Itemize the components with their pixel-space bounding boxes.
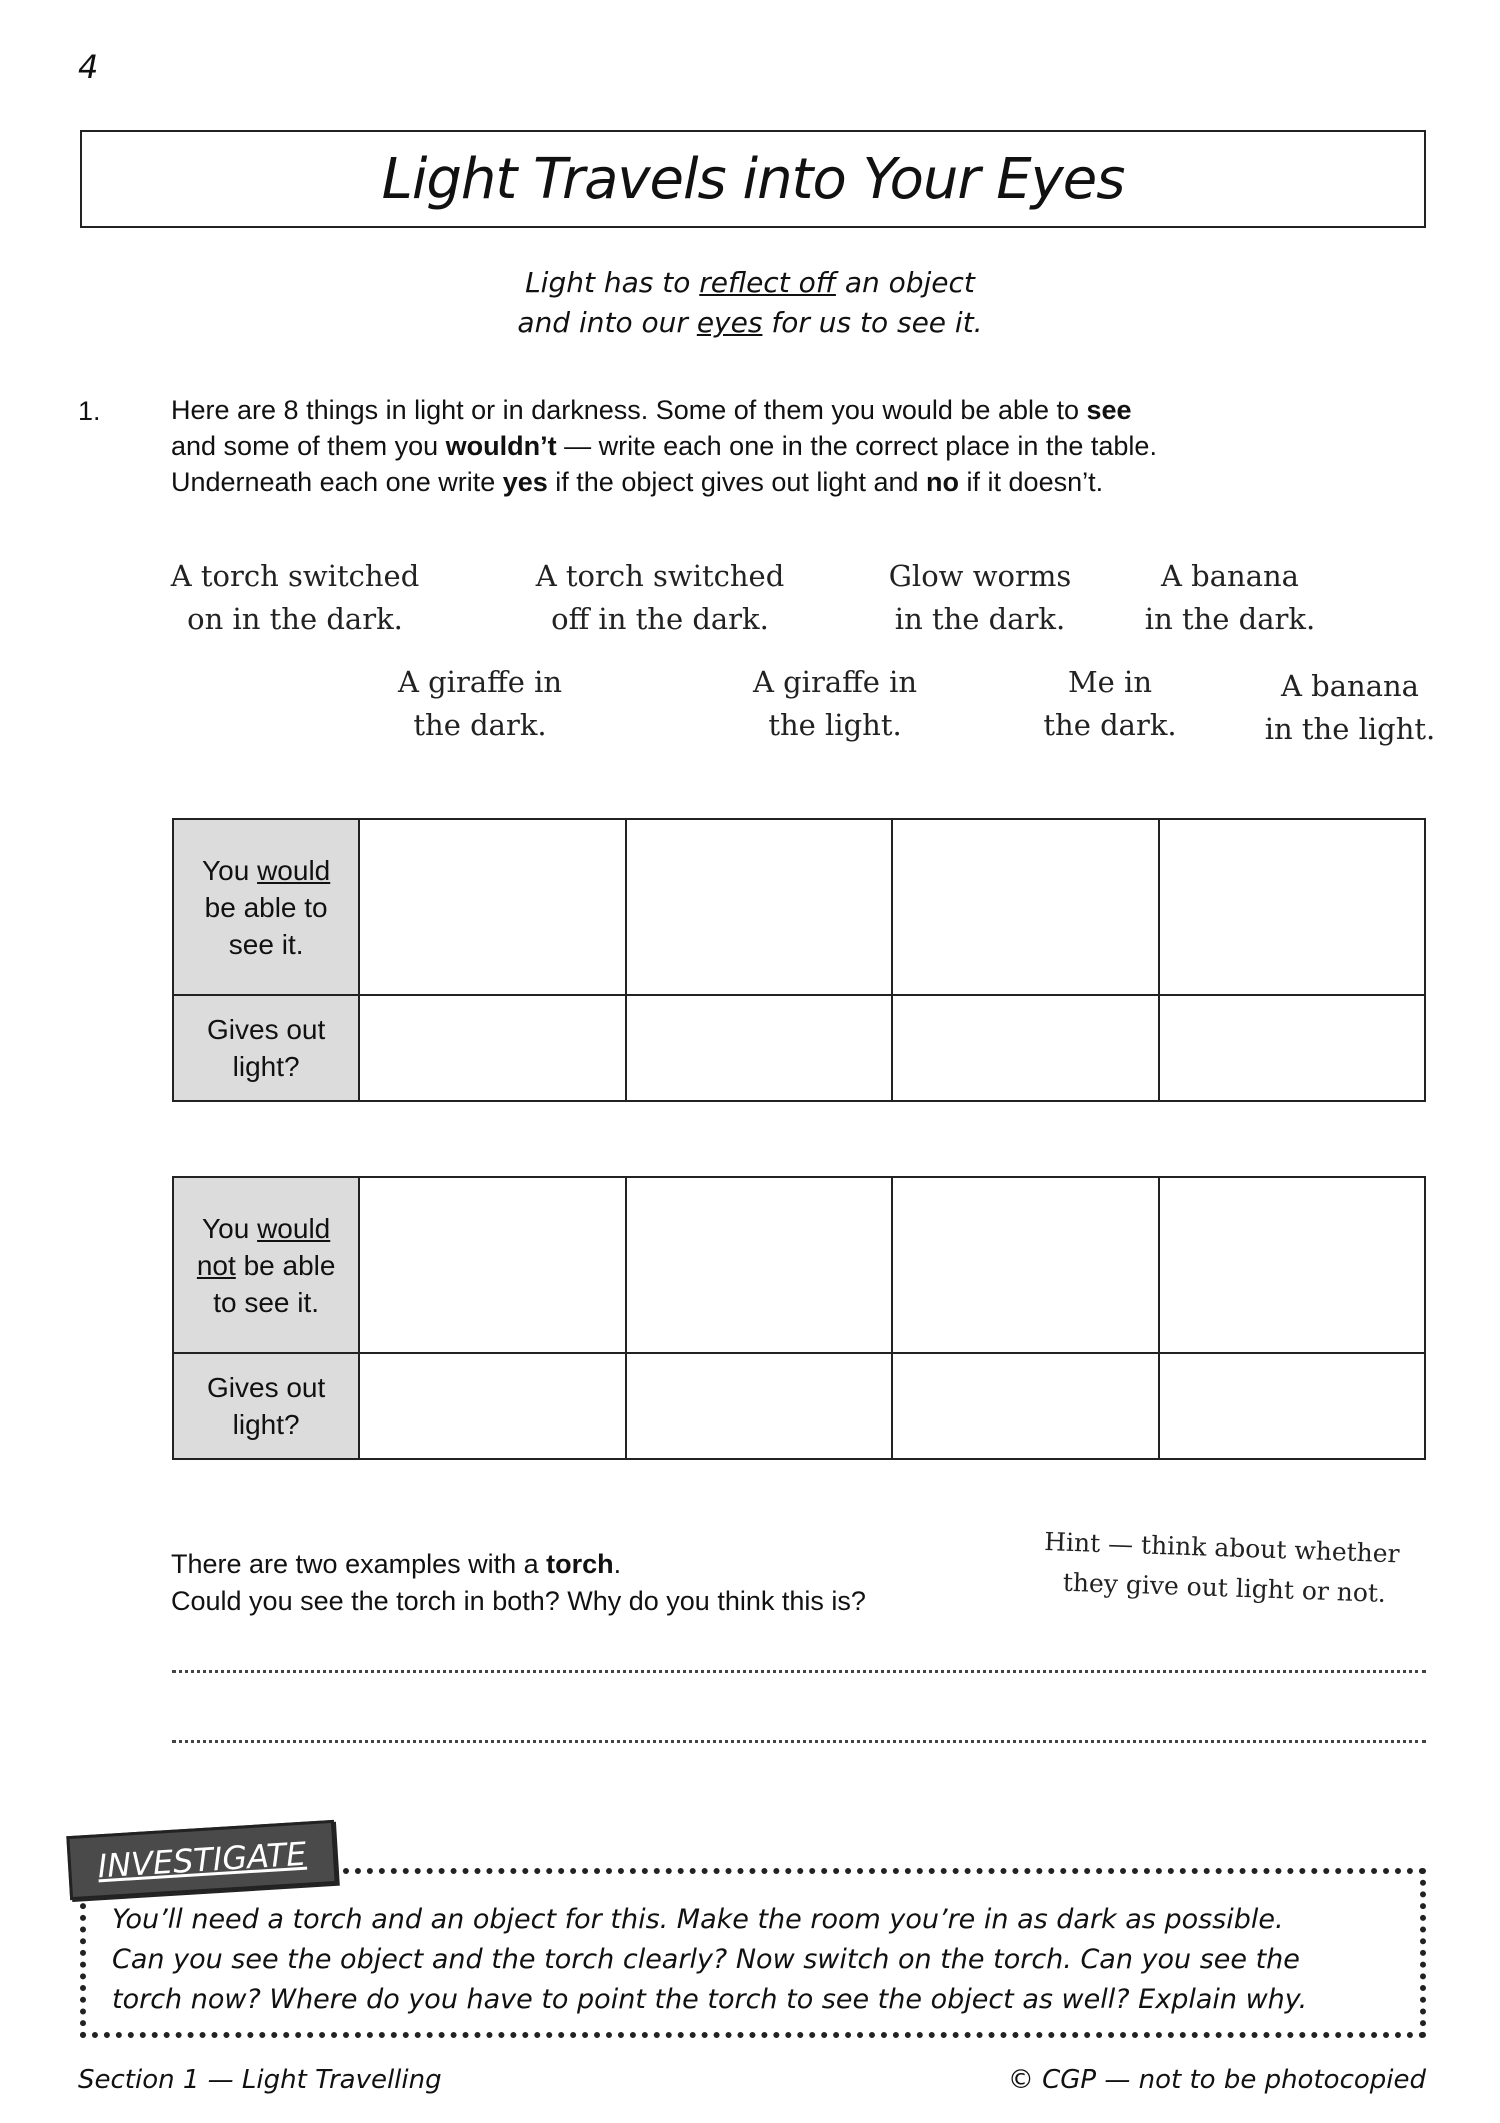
- answer-cell[interactable]: [892, 819, 1158, 995]
- instruction-line-2: and some of them you wouldn’t — write each one in the correct place in the table.: [171, 431, 1157, 461]
- footer-section: Section 1 — Light Travelling: [78, 2065, 442, 2095]
- table-row: [173, 1353, 1425, 1459]
- answer-cell[interactable]: [626, 1353, 892, 1459]
- answer-cell[interactable]: [626, 819, 892, 995]
- answer-cell[interactable]: [1159, 995, 1425, 1101]
- subtitle-underline: eyes: [696, 306, 763, 339]
- subtitle-underline: reflect off: [699, 266, 836, 299]
- item-torch-on: A torch switched on in the dark.: [170, 559, 420, 636]
- question-instructions: [171, 392, 1371, 500]
- answer-line[interactable]: [172, 1740, 1426, 1743]
- table-cannot-see: [172, 1176, 1426, 1460]
- investigate-text: You’ll need a torch and an object for this. Make the room you’re in as dark as possible. Can you see the object and the torch clearly? Now switch on the torch. Can you see the torch now? Where do you have to point the torch to see the object as well? Explain why.: [112, 1904, 1308, 2015]
- row-header-gives-light: Gives out light?: [173, 995, 359, 1101]
- torch-question: There are two examples with a torch. Could you see the torch in both? Why do you think this is?: [171, 1549, 866, 1616]
- item-torch-off: A torch switched off in the dark.: [535, 559, 785, 636]
- answer-cell[interactable]: [359, 1353, 625, 1459]
- row-header-gives-light: Gives out light?: [173, 1353, 359, 1459]
- answer-cell[interactable]: [359, 819, 625, 995]
- answer-cell[interactable]: [892, 1353, 1158, 1459]
- answer-cell[interactable]: [1159, 1177, 1425, 1353]
- answer-cell[interactable]: [359, 995, 625, 1101]
- page-number: 4: [78, 48, 99, 86]
- subtitle-text: and into our: [517, 306, 697, 339]
- footer-copyright: © CGP — not to be photocopied: [1007, 2065, 1426, 2095]
- page-title: Light Travels into Your Eyes: [381, 146, 1125, 212]
- subtitle-line-2: [0, 306, 1500, 339]
- answer-cell[interactable]: [892, 995, 1158, 1101]
- table-row: [173, 1177, 1425, 1353]
- item-glow-worms: Glow worms in the dark.: [888, 559, 1072, 636]
- hint-note: Hint — think about whether they give out light or not.: [1043, 1526, 1401, 1608]
- answer-cell[interactable]: [892, 1177, 1158, 1353]
- answer-line[interactable]: [172, 1670, 1426, 1673]
- table-row: [173, 819, 1425, 995]
- item-me-dark: Me in the dark.: [1043, 665, 1177, 742]
- table-row: [173, 995, 1425, 1101]
- table-can-see: [172, 818, 1426, 1102]
- answer-cell[interactable]: [1159, 1353, 1425, 1459]
- investigate-label: INVESTIGATE: [66, 1820, 337, 1900]
- answer-cell[interactable]: [626, 995, 892, 1101]
- item-giraffe-dark: A giraffe in the dark.: [397, 665, 563, 742]
- item-banana-dark: A banana in the dark.: [1144, 559, 1316, 636]
- title-box: [80, 130, 1426, 228]
- row-header-cannot-see: You would not be able to see it.: [173, 1177, 359, 1353]
- subtitle-text: for us to see it.: [762, 306, 983, 339]
- item-giraffe-light: A giraffe in the light.: [752, 665, 918, 742]
- subtitle-text: an object: [835, 266, 975, 299]
- instruction-line-1: Here are 8 things in light or in darkness. Some of them you would be able to see: [171, 395, 1132, 425]
- row-header-can-see: You would be able to see it.: [173, 819, 359, 995]
- answer-cell[interactable]: [1159, 819, 1425, 995]
- subtitle-text: Light has to: [525, 266, 700, 299]
- answer-cell[interactable]: [359, 1177, 625, 1353]
- instruction-line-3: Underneath each one write yes if the object gives out light and no if it doesn’t.: [171, 467, 1104, 497]
- question-number: 1.: [78, 396, 101, 426]
- subtitle-line-1: [0, 266, 1500, 299]
- answer-cell[interactable]: [626, 1177, 892, 1353]
- item-banana-light: A banana in the light.: [1264, 669, 1436, 746]
